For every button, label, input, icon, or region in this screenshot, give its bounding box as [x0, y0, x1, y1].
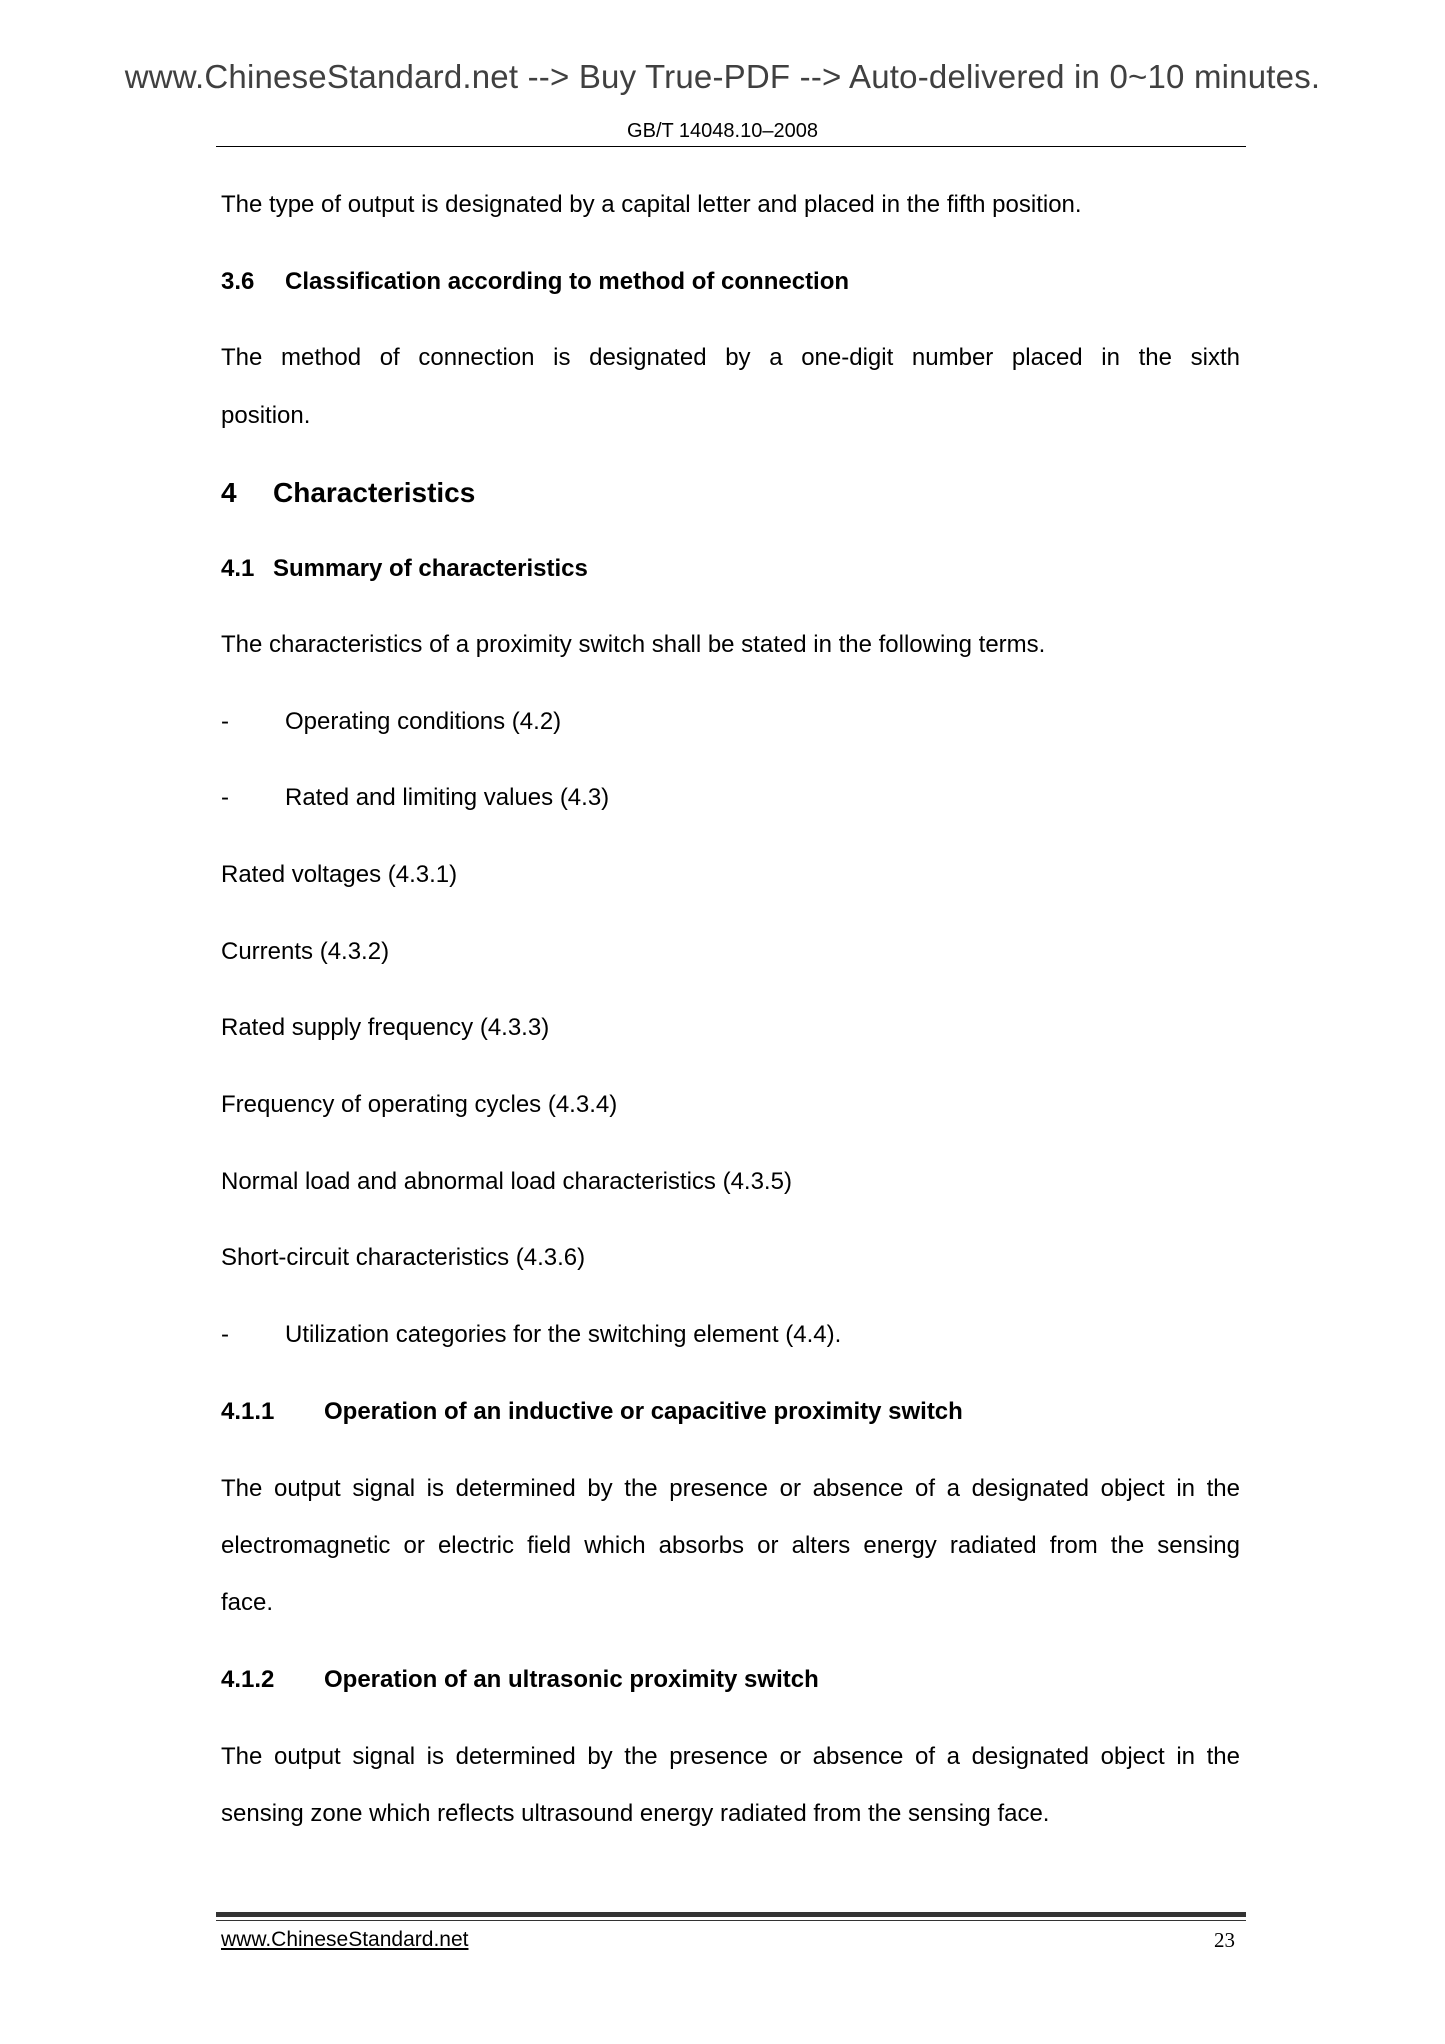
section-4-heading — [221, 479, 475, 507]
section-3-6-heading — [221, 270, 849, 294]
dash-bullet: - — [221, 708, 229, 735]
paragraph-connection-line-1: The method of connection is designated by a one-digit number placed in the sixth — [221, 344, 1240, 371]
section-title: Operation of an ultrasonic proximity switch — [324, 1666, 819, 1693]
paragraph-connection-line-2: position. — [221, 402, 311, 429]
item-load-characteristics: Normal load and abnormal load characteristics (4.3.5) — [221, 1168, 792, 1195]
list-item-text: Utilization categories for the switching element (4.4). — [285, 1321, 842, 1348]
dash-bullet: - — [221, 784, 229, 811]
section-number: 3.6 — [221, 268, 255, 295]
list-item-text: Rated and limiting values (4.3) — [285, 784, 610, 811]
footer-rule-thin — [216, 1920, 1246, 1921]
section-number: 4.1.1 — [221, 1398, 275, 1425]
list-item-rated-limiting — [221, 786, 609, 810]
section-4-1-heading — [221, 557, 588, 581]
section-title: Characteristics — [273, 477, 476, 508]
item-currents: Currents (4.3.2) — [221, 938, 390, 965]
section-title: Operation of an inductive or capacitive proximity switch — [324, 1398, 963, 1425]
section-number: 4.1.2 — [221, 1666, 275, 1693]
paragraph-4-1-2-line-2: sensing zone which reflects ultrasound energy radiated from the sensing face. — [221, 1800, 1050, 1827]
section-number: 4.1 — [221, 555, 255, 582]
section-4-1-1-heading — [221, 1400, 963, 1424]
section-4-1-2-heading — [221, 1668, 819, 1692]
paragraph-4-1-2-line-1: The output signal is determined by the presence or absence of a designated object in the — [221, 1743, 1240, 1770]
paragraph-4-1-1-line-3: face. — [221, 1589, 274, 1616]
section-title: Classification according to method of connection — [285, 268, 850, 295]
footer-website-link[interactable]: www.ChineseStandard.net — [221, 1928, 469, 1951]
item-rated-supply-frequency: Rated supply frequency (4.3.3) — [221, 1014, 550, 1041]
header-rule — [216, 146, 1246, 147]
list-item-operating-conditions — [221, 710, 561, 734]
list-item-text: Operating conditions (4.2) — [285, 708, 562, 735]
item-rated-voltages: Rated voltages (4.3.1) — [221, 861, 458, 888]
section-title: Summary of characteristics — [273, 555, 588, 582]
top-banner: www.ChineseStandard.net --> Buy True-PDF --> Auto-delivered in 0~10 minutes. — [124, 58, 1321, 95]
item-operating-cycles: Frequency of operating cycles (4.3.4) — [221, 1091, 618, 1118]
dash-bullet: - — [221, 1321, 229, 1348]
list-item-utilization — [221, 1323, 841, 1347]
page-number: 23 — [1214, 1928, 1235, 1952]
standard-code: GB/T 14048.10–2008 — [627, 120, 818, 142]
paragraph-summary: The characteristics of a proximity switch shall be stated in the following terms. — [221, 631, 1046, 658]
paragraph-4-1-1-line-2: electromagnetic or electric field which absorbs or alters energy radiated from the sensing — [221, 1532, 1240, 1559]
paragraph-4-1-1-line-1: The output signal is determined by the presence or absence of a designated object in the — [221, 1475, 1240, 1502]
footer-rule-thick — [216, 1912, 1246, 1917]
paragraph-output-type: The type of output is designated by a capital letter and placed in the fifth position. — [221, 191, 1082, 218]
section-number: 4 — [221, 477, 237, 508]
item-short-circuit: Short-circuit characteristics (4.3.6) — [221, 1244, 586, 1271]
